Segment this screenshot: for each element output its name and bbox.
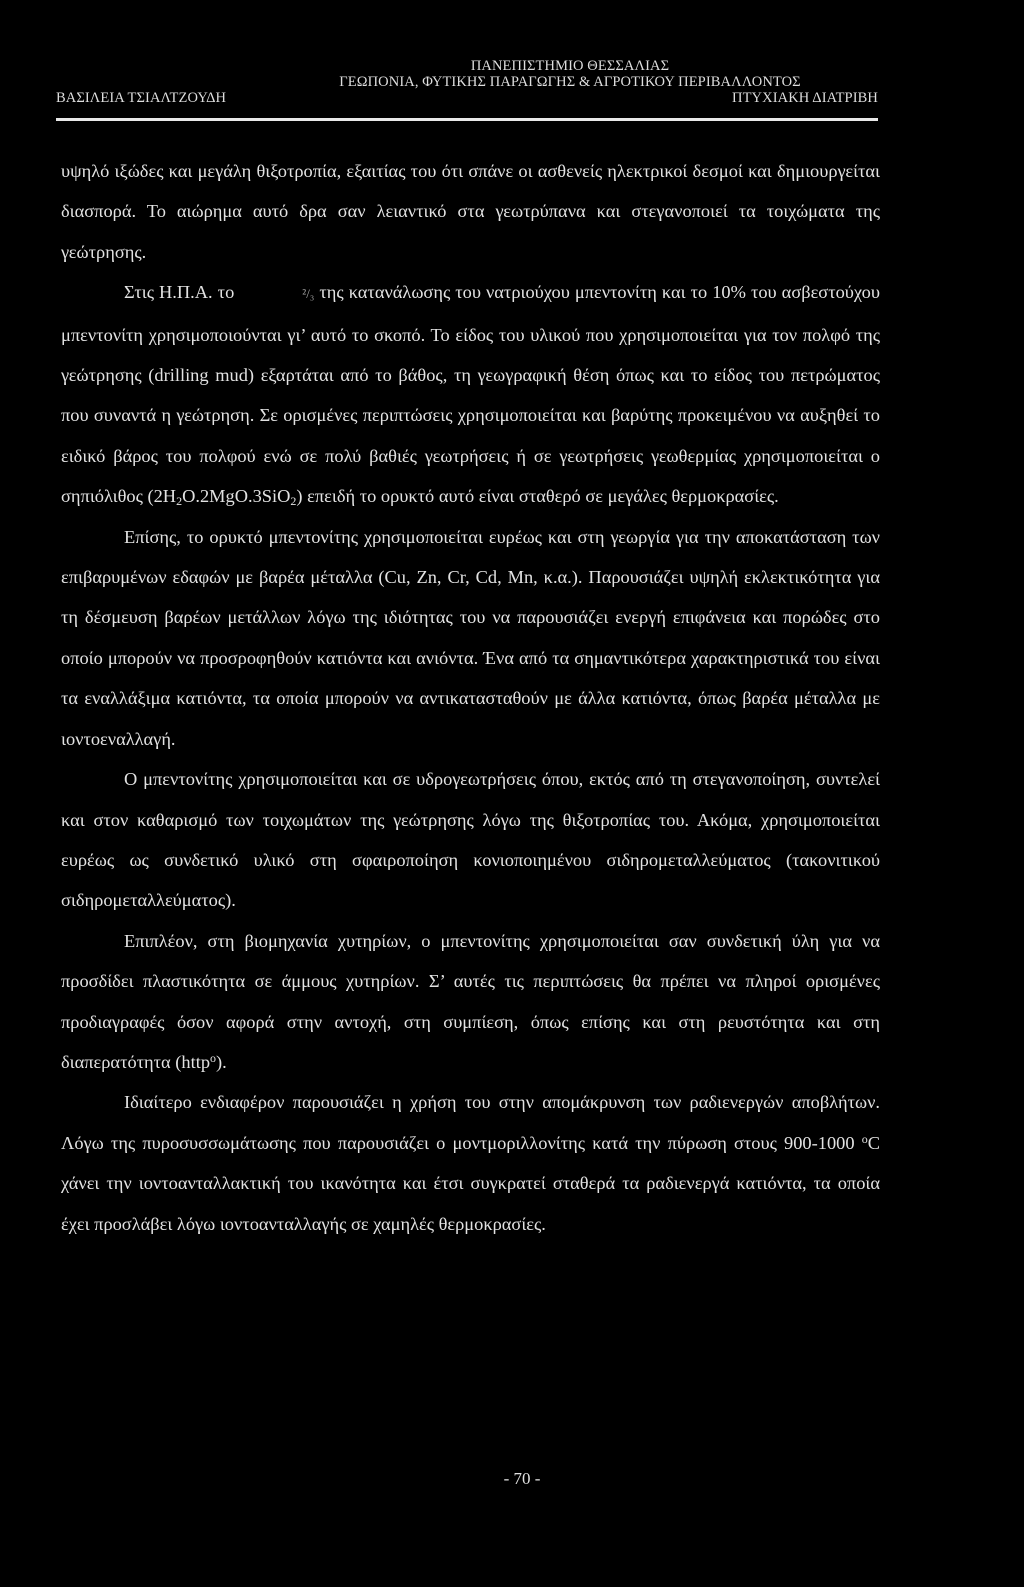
header-author: ΒΑΣΙΛΕΙΑ ΤΣΙΑΛΤΖΟΥΔΗ (56, 90, 227, 106)
header-department: ΓΕΩΠΟΝΙΑ, ΦΥΤΙΚΗΣ ΠΑΡΑΓΩΓΗΣ & ΑΓΡΟΤΙΚΟΥ ΠΕΡΙΒΑΛΛΟΝΤΟΣ (339, 74, 801, 90)
paragraph-6 (61, 1082, 880, 1244)
two-thirds-fraction: ²/₃ (302, 286, 315, 302)
body-text (61, 151, 880, 1244)
header-rule (56, 118, 878, 121)
p6-text-a: Ιδιαίτερο ενδιαφέρον παρουσιάζει η χρήση του στην απομάκρυνση των ραδιενεργών αποβλήτων. Λόγω της πυροσυσσωμάτωσης που παρουσιάζει ο μοντμοριλλονίτης κατά την πύρωση στους 900-1000 (61, 1092, 880, 1153)
page-number: - 70 - (503, 1469, 541, 1488)
http-superscript: o (210, 1050, 217, 1065)
paragraph-2 (61, 272, 880, 516)
p6-text-b: C χάνει την ιοντοανταλλακτική του ικανότητα και έτσι συγκρατεί σταθερά τα ραδιενεργά κατιόντα, τα οποία έχει προσλάβει λόγω ιοντοανταλλαγής σε χαμηλές θερμοκρασίες. (61, 1132, 880, 1234)
page-header (56, 58, 878, 122)
p5-text-b: ). (216, 1051, 227, 1072)
header-row (56, 90, 878, 106)
p2-text-d: ) επειδή το ορυκτό αυτό είναι σταθερό σε μεγάλες θερμοκρασίες. (296, 486, 779, 507)
header-doc-type: ΠΤΥΧΙΑΚΗ ΔΙΑΤΡΙΒΗ (732, 90, 878, 106)
header-university: ΠΑΝΕΠΙΣΤΗΜΙΟ ΘΕΣΣΑΛΙΑΣ (470, 58, 670, 74)
sio2-subscript: 2 (290, 494, 297, 509)
degree-superscript: o (861, 1131, 868, 1146)
paragraph-5 (61, 921, 880, 1083)
h2o-subscript: 2 (176, 494, 183, 509)
p2-text-b: της κατανάλωσης του νατριούχου μπεντονίτη και το 10% του ασβεστούχου μπεντονίτη χρησιμοποιούνται γι’ αυτό το σκοπό. Το είδος του υλικού που χρησιμοποιείται για τον πολφό της γεώτρησης (drilling mud) εξαρτάται από το βάθος, τη γεωγραφική θέση όπως και το είδος του πετρώματος που συναντά η γεώτρηση. Σε ορισμένες περιπτώσεις χρησιμοποιείται και βαρύτης προκειμένου να αυξηθεί το ειδικό βάρος του πολφού ενώ σε πολύ βαθιές γεωτρήσεις ή σε γεωτρήσεις γεωθερμίας χρησιμοποιείται ο σηπιόλιθος (2H (61, 282, 880, 507)
paragraph-4: Ο μπεντονίτης χρησιμοποιείται και σε υδρογεωτρήσεις όπου, εκτός από τη στεγανοποίηση, συντελεί και στον καθαρισμό των τοιχωμάτων της γεώτρησης λόγω της θιξοτροπίας του. Ακόμα, χρησιμοποιείται ευρέως ως συνδετικό υλικό στη σφαιροποίηση κονιοποιημένου σιδηρομεταλλεύματος (τακονιτικού σιδηρομεταλλεύματος). (61, 769, 880, 911)
p2-text-c: O.2MgO.3SiO (182, 486, 291, 507)
paragraph-3: Επίσης, το ορυκτό μπεντονίτης χρησιμοποιείται ευρέως και στη γεωργία για την αποκατάσταση των επιβαρυμένων εδαφών με βαρέα μέταλλα (Cu, Zn, Cr, Cd, Mn, κ.α.). Παρουσιάζει υψηλή εκλεκτικότητα για τη δέσμευση βαρέων μετάλλων λόγω της ιδιότητας του να παρουσιάζει ενεργή επιφάνεια και πορώδες στο οποίο μπορούν να προσροφηθούν κατιόντα και ανιόντα. Ένα από τα σημαντικότερα χαρακτηριστικά του είναι τα εναλλάξιμα κατιόντα, τα οποία μπορούν να αντικατασταθούν με άλλα κατιόντα, όπως βαρέα μέταλλα με ιοντοεναλλαγή. (61, 526, 880, 749)
paragraph-1: υψηλό ιξώδες και μεγάλη θιξοτροπία, εξαιτίας του ότι σπάνε οι ασθενείς ηλεκτρικοί δεσμοί και δημιουργείται διασπορά. Το αιώρημα αυτό δρα σαν λειαντικό στα γεωτρύπανα και στεγανοποιεί τα τοιχώματα της γεώτρησης. (61, 161, 880, 262)
p2-text-a: Στις Η.Π.Α. το (124, 282, 235, 303)
p5-text-a: Επιπλέον, στη βιομηχανία χυτηρίων, ο μπεντονίτης χρησιμοποιείται σαν συνδετική ύλη για να προσδίδει πλαστικότητα σε άμμους χυτηρίων. Σ’ αυτές τις περιπτώσεις θα πρέπει να πληροί ορισμένες προδιαγραφές όσον αφορά στην αντοχή, στη συμπίεση, όπως επίσης και στη ρευστότητα και στη διαπερατότητα (http (61, 930, 880, 1072)
